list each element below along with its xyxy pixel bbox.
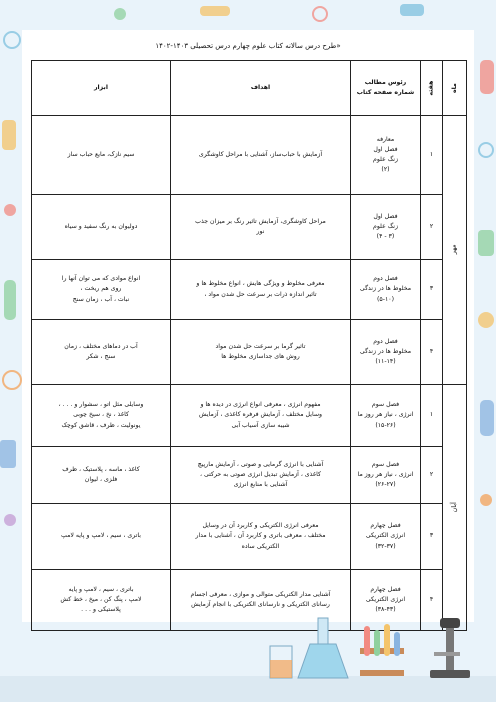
chapter-cell-line: (۲۶-۲۷) [375, 481, 396, 489]
tools-cell-line: انواع موادی که می توان آنها را [61, 275, 141, 283]
chapter-cell [351, 260, 421, 320]
goals-cell [171, 195, 351, 260]
microscope-icon [430, 618, 470, 678]
tools-cell [32, 385, 171, 447]
week-cell: ۴ [421, 570, 443, 631]
goals-cell [171, 504, 351, 570]
goals-cell-line: تاثیر گرما بر سرعت حل شدن مواد [215, 342, 306, 350]
tools-cell-line: نبات ، آب ، زمان سنج [72, 295, 130, 303]
goals-cell-line: مفهوم انرژی ، معرفی انواع انرژی در دیده ها و [200, 401, 321, 409]
tools-cell-line: باتری ، سیم ، لامپ و پایه لامپ [61, 532, 141, 540]
tools-cell [32, 195, 171, 260]
chapter-cell-line: (۱۵-۲۶) [375, 421, 396, 429]
table-row [32, 385, 467, 447]
test-tube-rack-icon [360, 624, 404, 676]
tools-cell [32, 447, 171, 504]
header-month: ماه [443, 61, 467, 116]
goals-cell [171, 320, 351, 385]
table-row [32, 504, 467, 570]
week-cell: ۴ [421, 320, 443, 385]
header-tools: ابزار [32, 61, 171, 116]
chapter-cell-line: (۳۸-۴۳) [375, 606, 396, 614]
chapter-cell-line: (۲) [381, 166, 390, 174]
chapter-cell-line: (۳۲-۳۷) [375, 542, 396, 550]
chapter-cell-line: فصل دوم [373, 337, 398, 345]
table-row [32, 195, 467, 260]
week-cell: ۲ [421, 195, 443, 260]
chapter-cell [351, 447, 421, 504]
chapter-cell-line: مخلوط ها در زندگی [359, 285, 412, 293]
chapter-cell-line: فصل اول [373, 145, 398, 153]
chapter-cell-line: انرژی الکتریکی [365, 532, 406, 540]
tools-cell-line: یونولیت ، ظرف ، قاشق کوچک [61, 421, 141, 429]
goals-cell-line: مختلف ، معرفی باتری و کاربرد آن ، آشنایی با مدار [195, 532, 326, 540]
tools-cell [32, 504, 171, 570]
tools-cell [32, 116, 171, 195]
chapter-cell-line: فصل چهارم [370, 585, 401, 593]
week-cell: ۳ [421, 504, 443, 570]
goals-cell [171, 260, 351, 320]
chapter-cell [351, 385, 421, 447]
goals-cell-line: الکتریکی ساده [241, 542, 280, 550]
goals-cell-line: آشنایی مدار الکتریکی متوالی و موازی ، معرفی اجسام [190, 590, 331, 598]
table-row [32, 320, 467, 385]
tools-cell-line: وسایلی مثل اتو ، سشوار و . . . ، [58, 401, 144, 409]
table-row [32, 260, 467, 320]
chapter-cell-line: فصل چهارم [370, 522, 401, 530]
goals-cell-line: آزمایش با حباب‌ساز، آشنایی با مراحل کاوشگری [198, 150, 323, 158]
chapter-cell-line: انرژی ، نیاز هر روز ما [357, 411, 414, 419]
chapter-cell-line: زنگ علوم [373, 222, 398, 230]
chapter-cell-line: (۳ - ۴) [376, 233, 395, 241]
tools-cell-line: کاغذ ، نخ ، سیخ چوبی [73, 411, 129, 419]
beaker-icon [270, 646, 292, 678]
week-cell: ۱ [421, 116, 443, 195]
goals-cell [171, 116, 351, 195]
chapter-cell-line: زنگ علوم [373, 156, 398, 163]
tools-cell-line: باتری ، سیم ، لامپ و پایه [68, 585, 134, 593]
header-chapter: رئوس مطالب شماره صفحه کتاب [351, 61, 421, 116]
chapter-cell-line: انرژی الکتریکی [365, 595, 406, 603]
goals-cell-line: آشنایی با انرژی گرمایی و صوتی ، آزمایش مارپیچ [197, 460, 324, 468]
goals-cell-line: نور [256, 228, 265, 235]
week-cell: ۱ [421, 385, 443, 447]
goals-cell-line: تاثیر اندازه ذرات بر سرعت حل شدن مواد ، [204, 290, 317, 298]
chapter-cell-line: معارفه [376, 135, 395, 143]
header-week: هفته [421, 61, 443, 116]
table-row [32, 447, 467, 504]
chapter-cell [351, 320, 421, 385]
lab-equipment-illustration [0, 596, 496, 702]
chapter-cell-line: فصل اول [373, 212, 398, 220]
chapter-cell-line: (۱۱-۱۴) [375, 358, 396, 366]
tools-cell-line: دولیوان به رنگ سفید و سیاه [64, 222, 138, 230]
month-cell: آبان [443, 385, 467, 631]
goals-cell-line: آشنایی با منابع انرژی [233, 481, 288, 489]
table-row [32, 116, 467, 195]
month-cell: مهر [443, 116, 467, 385]
chapter-cell-line: انرژی ، نیاز هر روز ما [357, 470, 414, 478]
chapter-cell-line: فصل سوم [371, 460, 400, 468]
week-cell: ۲ [421, 447, 443, 504]
tools-cell-line: سیم نازک، مایع حباب ساز [67, 150, 135, 158]
lesson-plan-table [31, 60, 467, 631]
chapter-cell-line: (۵-۱۰) [376, 295, 395, 303]
goals-cell [171, 447, 351, 504]
chapter-cell [351, 504, 421, 570]
tools-cell-line: فلزی ، لیوان [84, 476, 118, 483]
tools-cell [32, 320, 171, 385]
chapter-cell-line: فصل سوم [371, 401, 400, 409]
tools-cell-line: کاغذ ، ماسه ، پلاستیک ، ظرف [62, 465, 140, 473]
chapter-cell-line: فصل دوم [373, 275, 398, 283]
tools-cell [32, 260, 171, 320]
goals-cell-line: کاغذی ، آزمایش تبدیل انرژی صوتی به حرکتی ، [200, 470, 321, 478]
flask-icon [298, 618, 348, 678]
table-header-row [32, 61, 467, 116]
goals-cell-line: وسایل مختلف ، آزمایش فرفره کاغذی ، آزمایش [198, 411, 323, 419]
tools-cell-line: سنج ، شکر [86, 353, 116, 360]
week-cell: ۳ [421, 260, 443, 320]
goals-cell-line: شیبه سازی آسیاب آبی [231, 421, 290, 429]
goals-cell-line: روش های جداسازی مخلوط ها [221, 353, 300, 360]
goals-cell [171, 385, 351, 447]
chapter-cell-line: مخلوط ها در زندگی [359, 347, 412, 355]
chapter-cell [351, 116, 421, 195]
tools-cell-line: پلاستیکی و . . . [81, 606, 121, 614]
header-goals: اهداف [171, 61, 351, 116]
page-title: «طرح درس سالانه کتاب علوم چهارم درس تحصیلی ۱۴۰۳-۱۴۰۲ [155, 42, 341, 50]
tools-cell-line: لامپ ، پنگ کن ، میخ ، خط کش [60, 595, 142, 603]
goals-cell-line: مراحل کاوشگری، آزمایش تاثیر رنگ بر میزان جذب [195, 217, 326, 225]
chapter-cell [351, 195, 421, 260]
goals-cell-line: معرفی مخلوط و ویژگی هایش ، انواع مخلوط ها و [196, 280, 325, 288]
goals-cell-line: معرفی انرژی الکتریکی و کاربرد آن در وسایل [202, 522, 319, 530]
goals-cell-line: رسانای الکتریکی و نارسانای الکتریکی با انجام آزمایش [191, 601, 330, 608]
tools-cell-line: آب در دماهای مختلف ، زمان [64, 342, 138, 350]
tools-cell-line: روی هم ریخت ، [80, 285, 122, 293]
